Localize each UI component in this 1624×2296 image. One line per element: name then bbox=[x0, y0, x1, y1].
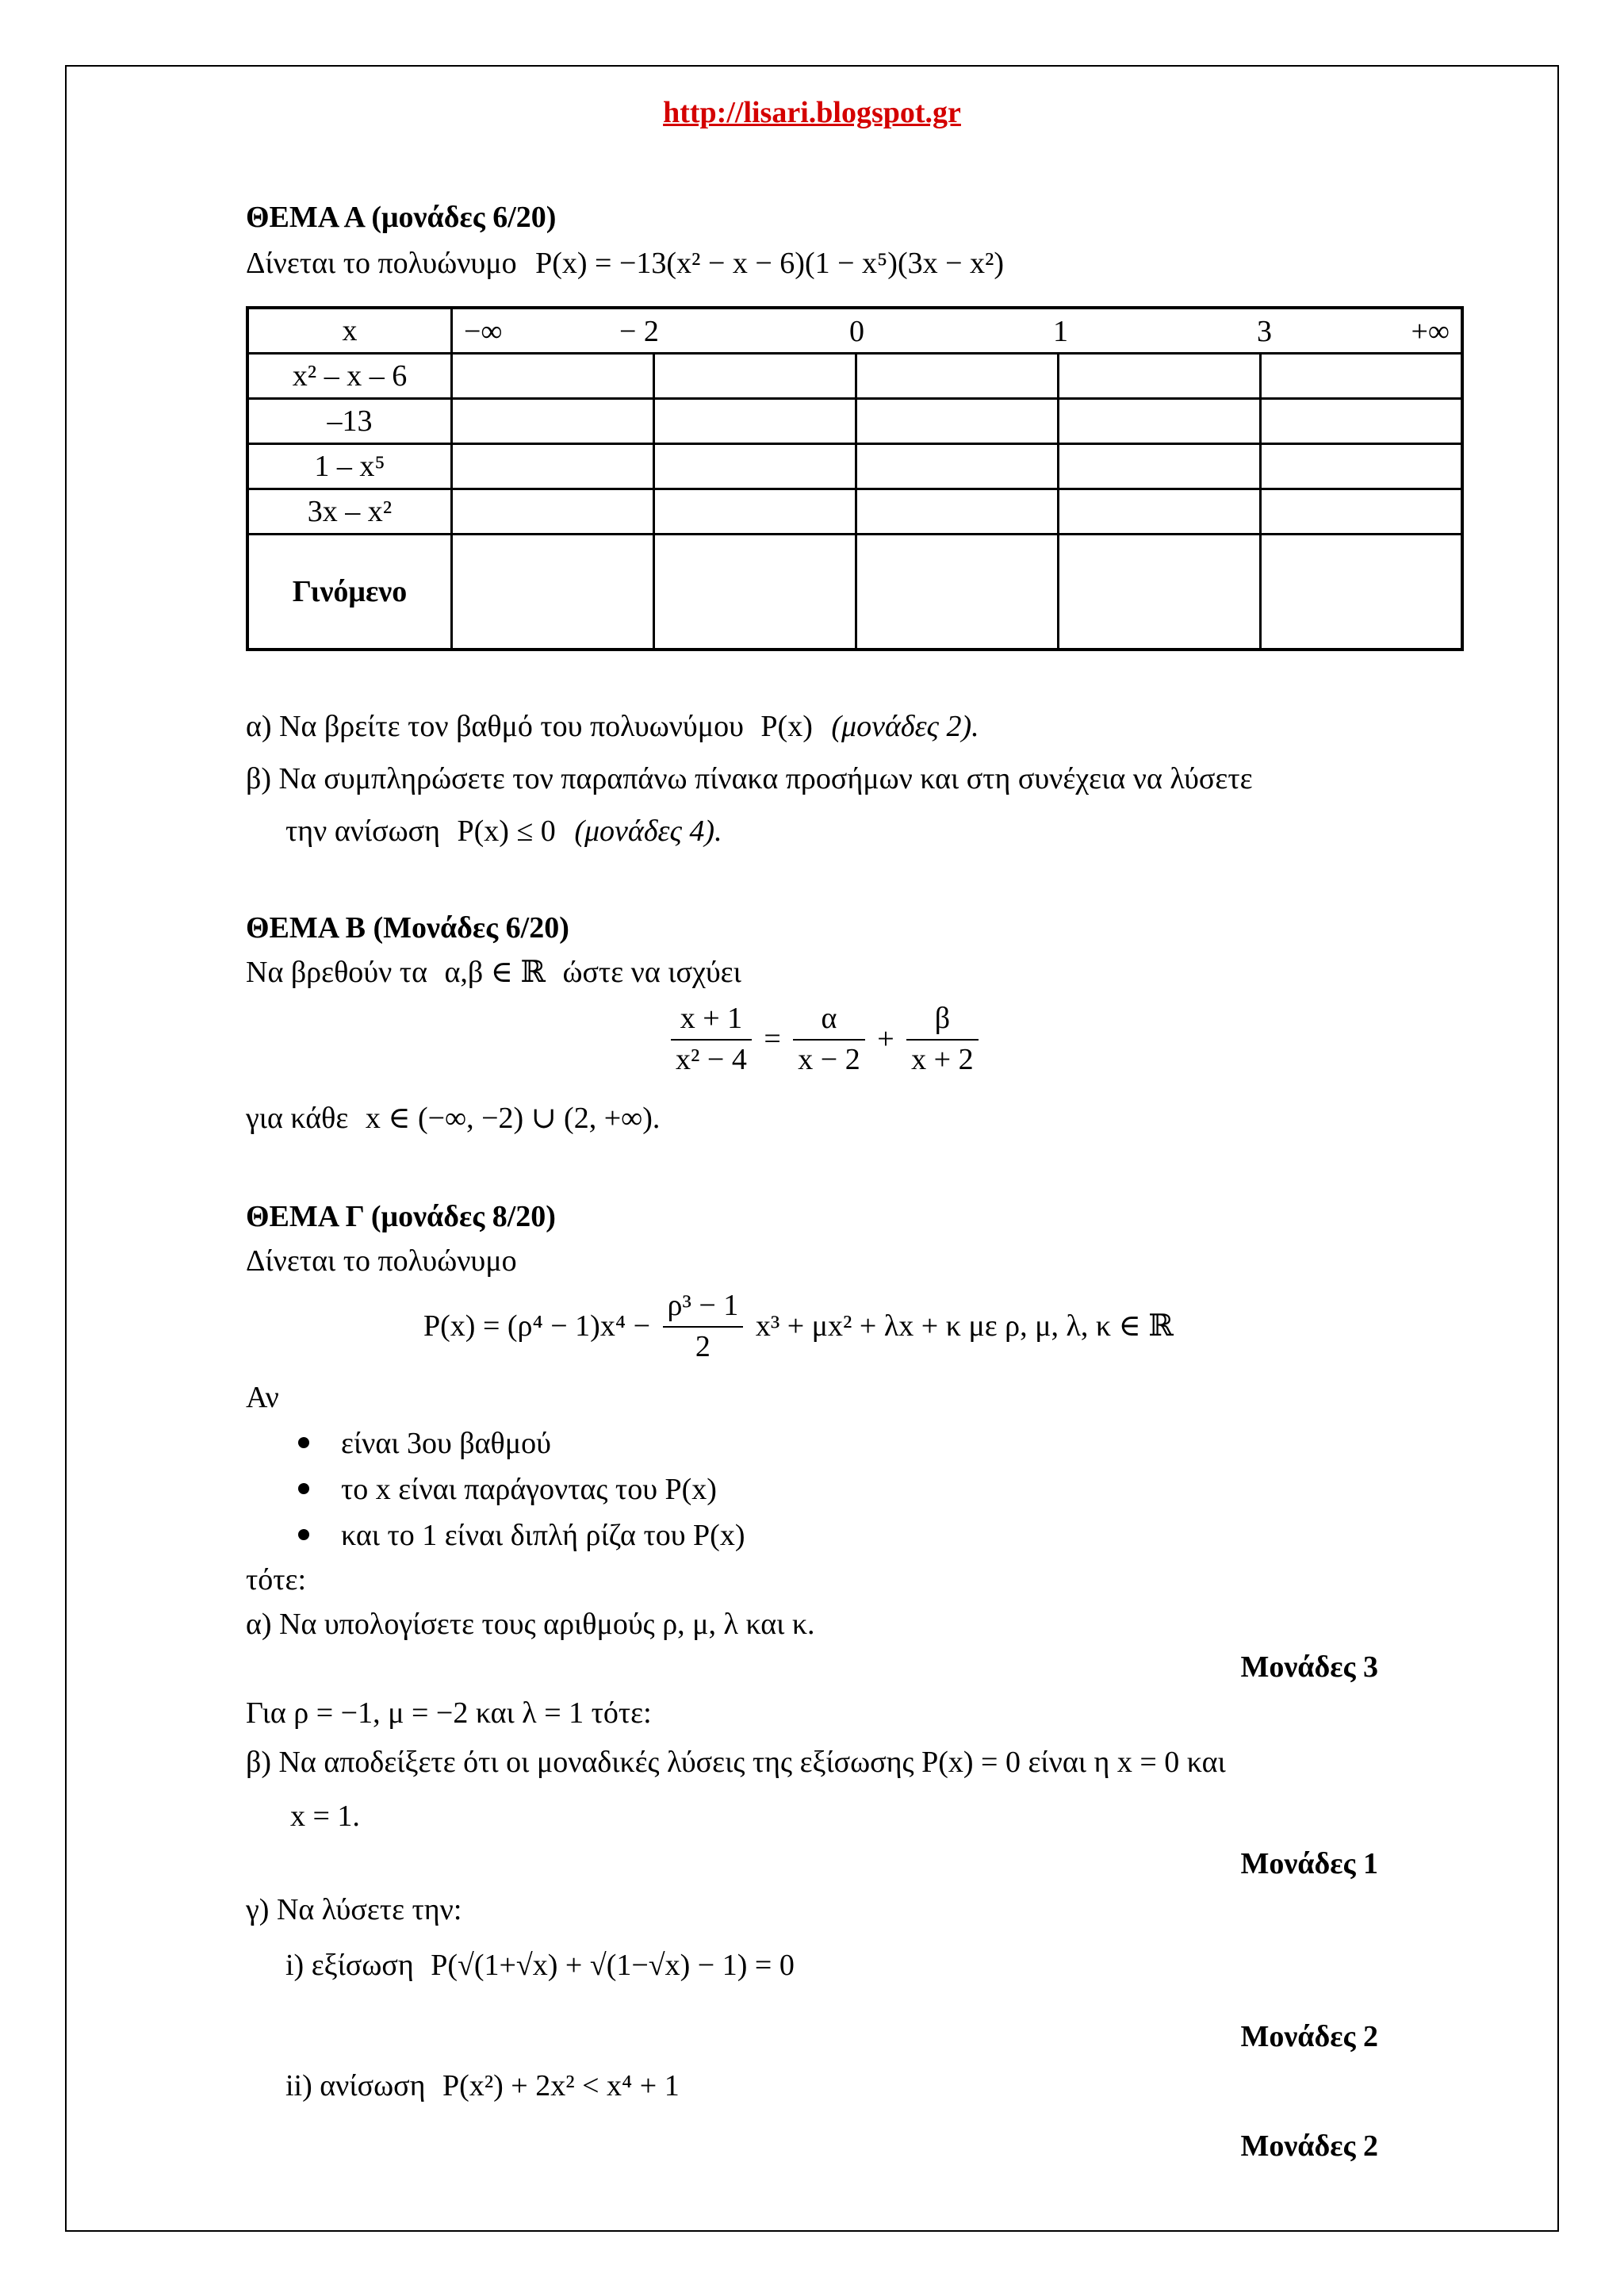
table-cell[interactable] bbox=[452, 354, 654, 399]
theme-a-question-b-line2 bbox=[285, 815, 722, 849]
table-row bbox=[247, 535, 1462, 650]
row-label-quintic: 1 – x⁵ bbox=[247, 444, 452, 489]
theme-b-intro-tail: ώστε να ισχύει bbox=[562, 956, 741, 989]
table-cell[interactable] bbox=[1260, 489, 1462, 535]
point-minus-2: − 2 bbox=[619, 315, 659, 348]
table-cell[interactable] bbox=[856, 489, 1058, 535]
poly-fraction bbox=[663, 1290, 744, 1364]
row-label-constant: –13 bbox=[247, 399, 452, 444]
question-b-math: P(x) ≤ 0 bbox=[457, 815, 556, 848]
table-cell[interactable] bbox=[653, 354, 856, 399]
table-cell[interactable] bbox=[653, 444, 856, 489]
fraction-numerator: β bbox=[906, 1002, 978, 1041]
table-cell[interactable] bbox=[856, 354, 1058, 399]
theme-b-equation: $\frac{x + 1}{\text{x² − 4}}$ = $\frac{\alpha}{x - 2}$ + $\frac{\beta}{x + 2}$ bbox=[666, 1002, 983, 1077]
table-cell[interactable] bbox=[1058, 444, 1260, 489]
fraction-alpha bbox=[793, 1002, 864, 1077]
theme-a-intro-line bbox=[246, 247, 1004, 281]
domain-text: για κάθε bbox=[246, 1102, 349, 1135]
theme-c-qa-points: Μονάδες 3 bbox=[1240, 1650, 1378, 1684]
condition-item-factor bbox=[298, 1474, 717, 1507]
fraction-left bbox=[671, 1002, 752, 1077]
table-cell[interactable] bbox=[1058, 489, 1260, 535]
table-cell[interactable] bbox=[452, 489, 654, 535]
table-cell[interactable] bbox=[1058, 399, 1260, 444]
qc1-text: i) εξίσωση bbox=[285, 1949, 414, 1982]
theme-b-domain bbox=[246, 1102, 660, 1136]
fraction-denominator: x + 2 bbox=[911, 1042, 974, 1076]
theme-a-title: ΘΕΜΑ Α (μονάδες 6/20) bbox=[246, 201, 557, 234]
condition-item-degree bbox=[298, 1428, 551, 1461]
qc2-text: ii) ανίσωση bbox=[285, 2069, 426, 2102]
table-cell[interactable] bbox=[856, 399, 1058, 444]
condition-text: το x είναι παράγοντας του P(x) bbox=[341, 1473, 717, 1506]
table-header-x: x bbox=[247, 308, 452, 354]
theme-c-title: ΘΕΜΑ Γ (μονάδες 8/20) bbox=[246, 1200, 556, 1233]
table-cell[interactable] bbox=[1058, 535, 1260, 650]
point-minus-inf: −∞ bbox=[464, 315, 503, 348]
theme-c-qb-points: Μονάδες 1 bbox=[1240, 1847, 1378, 1880]
table-row bbox=[247, 399, 1462, 444]
row-label-3x: 3x – x² bbox=[247, 489, 452, 535]
theme-c-question-c: γ) Να λύσετε την: bbox=[246, 1893, 462, 1926]
table-cell[interactable] bbox=[1260, 354, 1462, 399]
theme-c-qc2-points: Μονάδες 2 bbox=[1240, 2129, 1378, 2163]
point-plus-inf: +∞ bbox=[1411, 315, 1450, 348]
table-cell[interactable] bbox=[1058, 354, 1260, 399]
condition-item-root bbox=[298, 1520, 745, 1553]
theme-b-intro-text: Να βρεθούν τα bbox=[246, 956, 427, 989]
point-0: 0 bbox=[849, 315, 864, 348]
theme-c-question-c2 bbox=[285, 2070, 680, 2103]
row-label-quadratic: x² – x – 6 bbox=[247, 354, 452, 399]
bullet-icon bbox=[298, 1529, 309, 1540]
theme-b-intro bbox=[246, 956, 741, 990]
question-b-points: (μονάδες 4). bbox=[574, 815, 722, 848]
table-cell[interactable] bbox=[452, 444, 654, 489]
table-header-points bbox=[452, 308, 1463, 354]
table-cell[interactable] bbox=[1260, 399, 1462, 444]
qc1-math: P(√(1+√x) + √(1−√x) − 1) = 0 bbox=[431, 1949, 795, 1982]
table-row bbox=[247, 444, 1462, 489]
theme-a-formula: P(x) = −13(x² − x − 6)(1 − x⁵)(3x − x²) bbox=[535, 247, 1005, 280]
fraction-denominator: 2 bbox=[695, 1329, 710, 1363]
table-cell[interactable] bbox=[1260, 535, 1462, 650]
point-1: 1 bbox=[1053, 315, 1068, 348]
theme-b-title: ΘΕΜΑ Β (Μονάδες 6/20) bbox=[246, 911, 569, 945]
theme-c-question-b: β) Να αποδείξετε ότι οι μοναδικές λύσεις της εξίσωσης P(x) = 0 είναι η x = 0 και bbox=[246, 1746, 1226, 1779]
theme-a-question-a bbox=[246, 711, 979, 744]
table-row bbox=[247, 489, 1462, 535]
sign-table bbox=[246, 306, 1464, 651]
table-cell[interactable] bbox=[452, 399, 654, 444]
bullet-icon bbox=[298, 1483, 309, 1494]
theme-c-question-a: α) Να υπολογίσετε τους αριθμούς ρ, μ, λ και κ. bbox=[246, 1608, 815, 1641]
fraction-numerator: ρ³ − 1 bbox=[663, 1290, 744, 1328]
theme-c-question-b-line2: x = 1. bbox=[290, 1800, 360, 1833]
fraction-beta bbox=[906, 1002, 978, 1077]
table-row bbox=[247, 354, 1462, 399]
theme-c-given: Για ρ = −1, μ = −2 και λ = 1 τότε: bbox=[246, 1696, 652, 1730]
theme-a-question-b: β) Να συμπληρώσετε τον παραπάνω πίνακα προσήμων και στη συνέχεια να λύσετε bbox=[246, 762, 1253, 795]
fraction-numerator: α bbox=[793, 1002, 864, 1041]
fraction-numerator: x + 1 bbox=[671, 1002, 752, 1041]
theme-a-intro: Δίνεται το πολυώνυμο bbox=[246, 247, 517, 280]
point-3: 3 bbox=[1257, 315, 1272, 348]
condition-text: και το 1 είναι διπλή ρίζα του P(x) bbox=[341, 1519, 745, 1552]
domain-math: x ∈ (−∞, −2) ∪ (2, +∞). bbox=[365, 1102, 661, 1135]
theme-c-if: Αν bbox=[246, 1381, 279, 1414]
poly-right: x³ + μx² + λx + κ με ρ, μ, λ, κ ∈ ℝ bbox=[755, 1309, 1174, 1343]
theme-c-question-c1 bbox=[285, 1949, 795, 1983]
table-cell[interactable] bbox=[653, 399, 856, 444]
question-b-text2: την ανίσωση bbox=[285, 815, 440, 848]
fraction-denominator: x − 2 bbox=[798, 1042, 860, 1076]
table-cell[interactable] bbox=[1260, 444, 1462, 489]
table-cell[interactable] bbox=[653, 535, 856, 650]
table-cell[interactable] bbox=[856, 535, 1058, 650]
question-a-points: (μονάδες 2). bbox=[831, 710, 979, 743]
condition-text: είναι 3ου βαθμού bbox=[341, 1427, 551, 1460]
theme-b-intro-math: α,β ∈ ℝ bbox=[444, 956, 546, 989]
header-url-link[interactable]: http://lisari.blogspot.gr bbox=[663, 96, 961, 129]
theme-c-polynomial bbox=[423, 1290, 1174, 1364]
table-cell[interactable] bbox=[452, 535, 654, 650]
bullet-icon bbox=[298, 1437, 309, 1448]
fraction-denominator: x² − 4 bbox=[676, 1042, 747, 1076]
poly-left: P(x) = (ρ⁴ − 1)x⁴ − bbox=[423, 1309, 651, 1343]
theme-c-intro: Δίνεται το πολυώνυμο bbox=[246, 1244, 517, 1278]
row-label-product: Γινόμενο bbox=[247, 535, 452, 650]
table-cell[interactable] bbox=[653, 489, 856, 535]
question-a-text: α) Να βρείτε τον βαθμό του πολυωνύμου bbox=[246, 710, 744, 743]
qc2-math: P(x²) + 2x² < x⁴ + 1 bbox=[442, 2069, 680, 2102]
table-cell[interactable] bbox=[856, 444, 1058, 489]
theme-c-qc1-points: Μονάδες 2 bbox=[1240, 2020, 1378, 2053]
theme-c-then: τότε: bbox=[246, 1563, 307, 1596]
question-a-math: P(x) bbox=[760, 710, 813, 743]
